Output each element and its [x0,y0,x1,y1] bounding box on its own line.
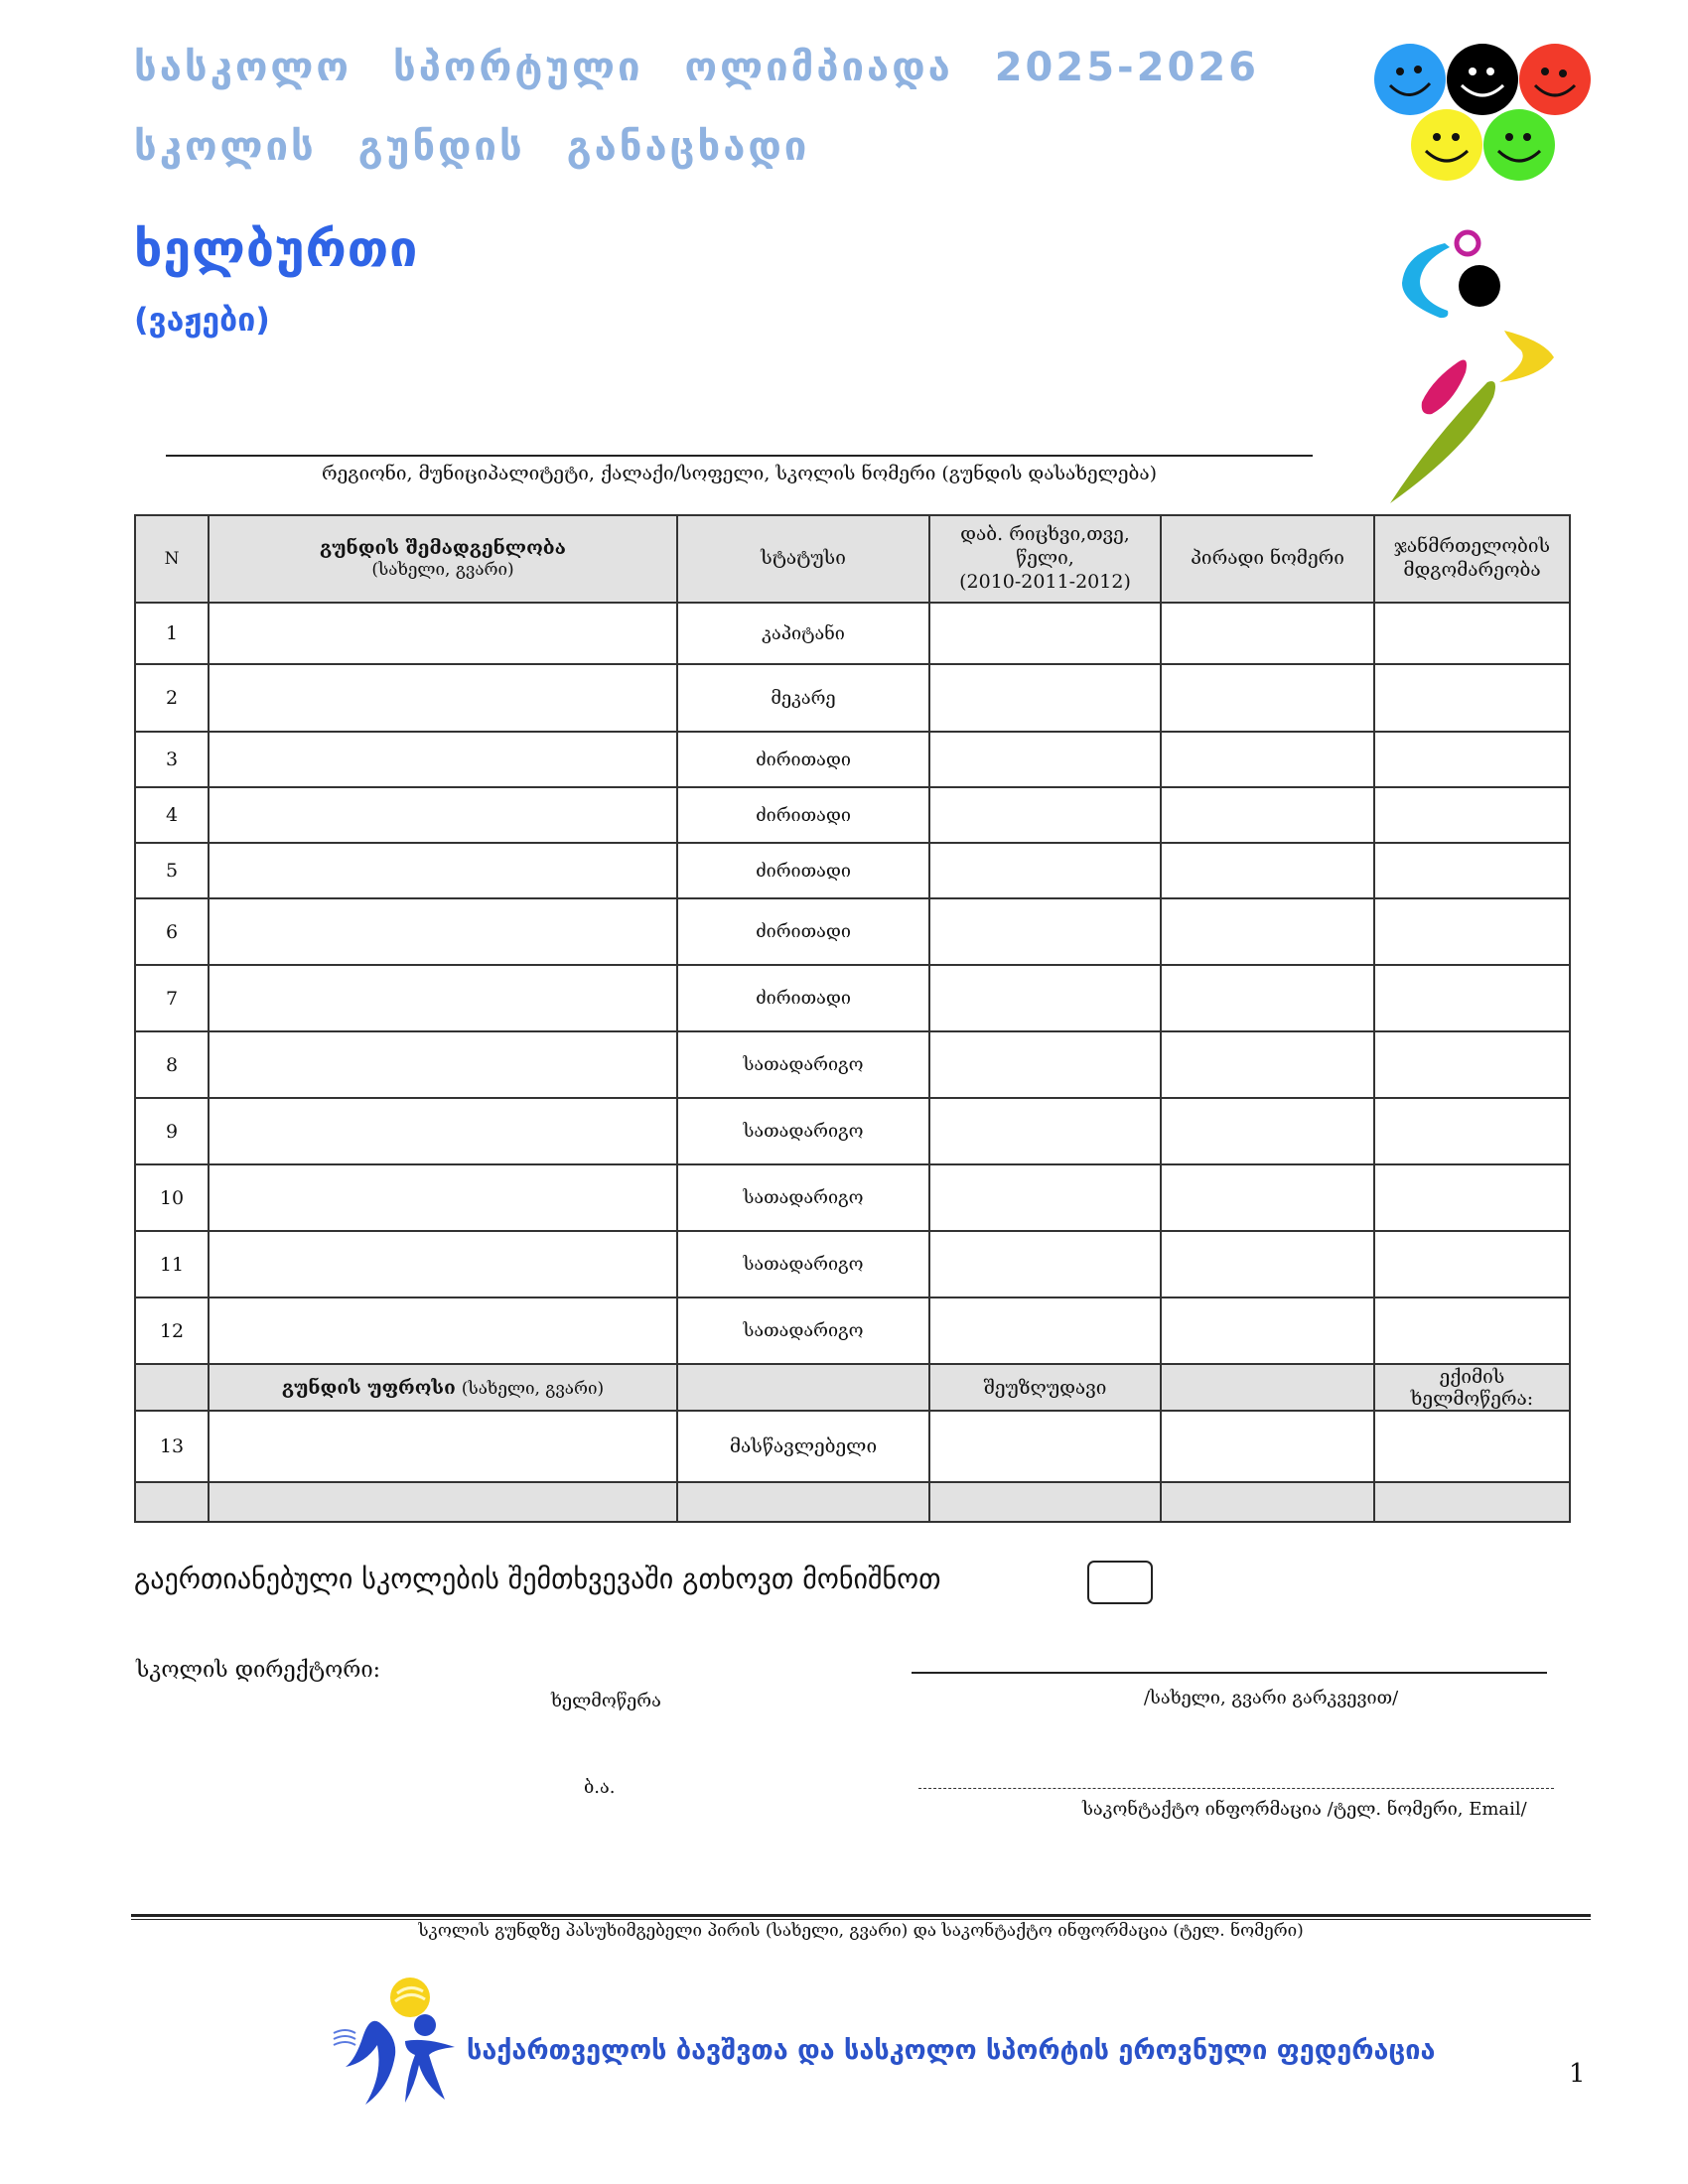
player-name-cell[interactable] [209,1098,677,1164]
col-header-status: სტატუსი [677,515,929,603]
player-dob-cell[interactable] [929,1098,1161,1164]
leader-health-cell[interactable] [1374,1411,1570,1482]
signature-caption: ხელმოწერა [551,1691,661,1711]
doctor-signature-label: ხელმოწერა: [1410,1387,1534,1410]
leader-header-doctor [1374,1364,1570,1411]
player-name-cell[interactable] [209,965,677,1031]
player-id-cell[interactable] [1161,1031,1374,1098]
col-header-composition [209,515,677,603]
gender-category: (ვაჟები) [134,301,270,339]
leader-header-n-cell [135,1364,209,1411]
player-id-cell[interactable] [1161,843,1374,898]
player-dob-cell[interactable] [929,843,1161,898]
table-row [135,843,1570,898]
player-dob-cell[interactable] [929,732,1161,787]
row-number: 7 [135,965,209,1031]
player-arm-shape [1402,243,1450,318]
empty-cell [209,1482,677,1522]
leader-row [135,1411,1570,1482]
player-health-cell[interactable] [1374,1297,1570,1364]
federation-children-logo [326,1976,475,2110]
table-row [135,1164,1570,1231]
handball-player-figure-logo [1370,223,1589,506]
player-health-cell[interactable] [1374,603,1570,664]
event-title-word: სასკოლო [134,45,352,90]
player-id-cell[interactable] [1161,664,1374,732]
table-row [135,664,1570,732]
form-title-word: გუნდის [357,124,525,170]
player-id-cell[interactable] [1161,1098,1374,1164]
smiley-green-icon [1483,109,1555,181]
row-number: 2 [135,664,209,732]
table-row [135,1231,1570,1297]
player-status: ძირითადი [677,732,929,787]
contact-caption: საკონტაქტო ინფორმაცია /ტელ. ნომერი, Email/ [1082,1799,1527,1820]
director-name-line[interactable] [912,1672,1547,1674]
smiley-yellow-icon [1411,109,1482,181]
merged-schools-label: გაერთიანებული სკოლების შემთხვევაში გთხოვთ მონიშნოთ [134,1563,941,1595]
col-header-n: N [135,515,209,603]
row-number: 4 [135,787,209,843]
player-name-cell[interactable] [209,898,677,965]
empty-cell [135,1482,209,1522]
leader-name-cell[interactable] [209,1411,677,1482]
player-head-shape [1459,265,1500,307]
composition-header-sub: (სახელი, გვარი) [371,560,514,581]
player-dob-cell[interactable] [929,1164,1161,1231]
row-number: 3 [135,732,209,787]
leader-id-cell[interactable] [1161,1411,1374,1482]
empty-footer-row [135,1482,1570,1522]
player-dob-cell[interactable] [929,898,1161,965]
player-dob-cell[interactable] [929,1231,1161,1297]
col-header-personal-id: პირადი ნომერი [1161,515,1374,603]
table-row [135,603,1570,664]
stamp-caption: ბ.ა. [584,1777,616,1798]
merged-schools-checkbox[interactable] [1087,1561,1153,1604]
director-label: სკოლის დირექტორი: [136,1658,381,1683]
leader-row-n: 13 [135,1411,209,1482]
leader-header-sub: (სახელი, გვარი) [461,1378,605,1399]
player-health-cell[interactable] [1374,843,1570,898]
page-number: 1 [1569,2059,1586,2089]
player-leg-red-shape [1422,360,1467,415]
olympic-smiley-rings-logo [1370,40,1599,189]
row-number: 6 [135,898,209,965]
player-status: სათადარიგო [677,1164,929,1231]
player-name-cell[interactable] [209,787,677,843]
empty-cell [677,1482,929,1522]
smiley-black-icon [1447,44,1518,115]
col-header-health [1374,515,1570,603]
doctor-signature-label: ექიმის [1439,1365,1505,1388]
player-health-cell[interactable] [1374,1031,1570,1098]
child-figure-left [346,2021,395,2105]
player-status: ძირითადი [677,898,929,965]
health-header-line: მდგომარეობა [1403,559,1541,581]
player-id-cell[interactable] [1161,898,1374,965]
table-row [135,732,1570,787]
row-number: 10 [135,1164,209,1231]
player-status: ძირითადი [677,965,929,1031]
name-caption: /სახელი, გვარი გარკვევით/ [1143,1688,1399,1708]
dob-header-line: დაბ. რიცხვი,თვე, [960,523,1130,546]
table-row [135,1098,1570,1164]
table-row [135,965,1570,1031]
player-health-cell[interactable] [1374,787,1570,843]
player-id-cell[interactable] [1161,787,1374,843]
player-name-cell[interactable] [209,1297,677,1364]
player-name-cell[interactable] [209,664,677,732]
player-status: სათადარიგო [677,1031,929,1098]
player-name-cell[interactable] [209,1031,677,1098]
event-years: 2025-2026 [994,45,1259,90]
event-title [134,45,1259,90]
event-title-word: სპორტული [392,45,643,90]
player-id-cell[interactable] [1161,1231,1374,1297]
player-status: სათადარიგო [677,1098,929,1164]
player-name-cell[interactable] [209,1164,677,1231]
row-number: 11 [135,1231,209,1297]
leader-header-row [135,1364,1570,1411]
player-name-cell[interactable] [209,603,677,664]
player-health-cell[interactable] [1374,732,1570,787]
player-dob-cell[interactable] [929,664,1161,732]
empty-cell [1374,1482,1570,1522]
health-header-line: ჯანმრთელობის [1393,535,1551,558]
school-name-line[interactable] [166,455,1313,457]
responsible-person-caption: სკოლის გუნდზე პასუხიმგებელი პირის (სახელი, გვარი) და საკონტაქტო ინფორმაცია (ტელ. ნომერი) [418,1921,1304,1941]
player-status: კაპიტანი [677,603,929,664]
event-title-word: ოლიმპიადა [684,45,953,90]
player-id-cell[interactable] [1161,732,1374,787]
footer-rule-thin [131,1919,1591,1920]
table-row [135,898,1570,965]
smiley-blue-icon [1374,44,1446,115]
row-number: 8 [135,1031,209,1098]
row-number: 5 [135,843,209,898]
leader-header-label [209,1364,677,1411]
player-name-cell[interactable] [209,1231,677,1297]
player-health-cell[interactable] [1374,664,1570,732]
player-status: ძირითადი [677,787,929,843]
player-dob-cell[interactable] [929,1031,1161,1098]
player-id-cell[interactable] [1161,1164,1374,1231]
col-header-dob [929,515,1161,603]
player-name-cell[interactable] [209,732,677,787]
table-row [135,1031,1570,1098]
player-dob-cell[interactable] [929,1297,1161,1364]
row-number: 9 [135,1098,209,1164]
composition-header-label: გუნდის შემადგენლობა [320,536,566,559]
leader-header-dob: შეუზღუდავი [929,1364,1161,1411]
player-dob-cell[interactable] [929,965,1161,1031]
player-health-cell[interactable] [1374,965,1570,1031]
player-status: სათადარიგო [677,1231,929,1297]
ball-ring-icon [1457,232,1478,254]
player-health-cell[interactable] [1374,898,1570,965]
player-name-cell[interactable] [209,843,677,898]
player-id-cell[interactable] [1161,965,1374,1031]
contact-info-line[interactable] [918,1788,1554,1789]
player-health-cell[interactable] [1374,1098,1570,1164]
empty-cell [1161,1482,1374,1522]
form-title-word: სკოლის [134,124,317,170]
dob-header-line: (2010-2011-2012) [959,570,1131,593]
player-health-cell[interactable] [1374,1164,1570,1231]
player-health-cell[interactable] [1374,1231,1570,1297]
form-title [134,124,809,170]
footer-rule [131,1914,1591,1917]
leader-status: მასწავლებელი [677,1411,929,1482]
dob-header-line: წელი, [1016,547,1074,570]
table-header-row [135,515,1570,603]
table-row [135,1297,1570,1364]
roster-table [134,514,1571,1523]
player-arm-yellow-shape [1499,331,1554,382]
table-row [135,787,1570,843]
sport-name: ხელბურთი [134,220,419,278]
school-line-caption: რეგიონი, მუნიციპალიტეტი, ქალაქი/სოფელი, სკოლის ნომერი (გუნდის დასახელება) [321,463,1158,484]
player-status: სათადარიგო [677,1297,929,1364]
player-dob-cell[interactable] [929,603,1161,664]
player-id-cell[interactable] [1161,1297,1374,1364]
form-title-word: განაცხადი [566,124,810,170]
leader-dob-cell[interactable] [929,1411,1161,1482]
row-number: 12 [135,1297,209,1364]
row-number: 1 [135,603,209,664]
federation-name: საქართველოს ბავშვთა და სასკოლო სპორტის ეროვნული ფედერაცია [467,2035,1436,2066]
leader-header-bold: გუნდის უფროსი [281,1376,456,1399]
leader-header-status-cell [677,1364,929,1411]
player-status: მეკარე [677,664,929,732]
player-dob-cell[interactable] [929,787,1161,843]
player-status: ძირითადი [677,843,929,898]
child-figure-right [405,2040,455,2103]
leader-header-id-cell [1161,1364,1374,1411]
player-id-cell[interactable] [1161,603,1374,664]
smiley-red-icon [1519,44,1591,115]
empty-cell [929,1482,1161,1522]
